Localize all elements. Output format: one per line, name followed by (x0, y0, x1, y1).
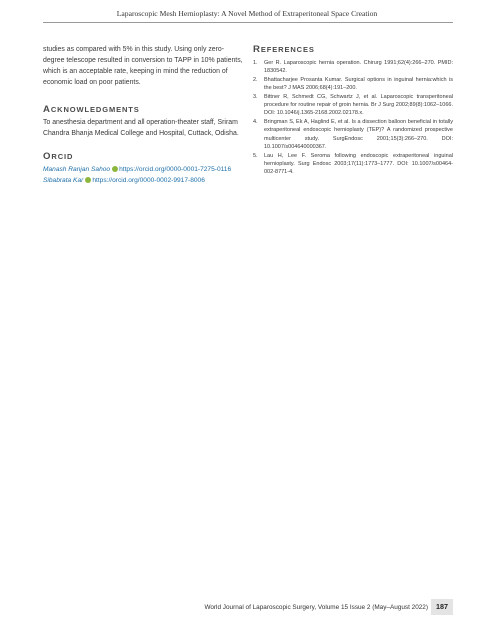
references-heading (253, 44, 453, 55)
heading-initial: R (253, 44, 261, 55)
orcid-heading (43, 151, 243, 162)
heading-initial: O (43, 151, 52, 162)
reference-item (253, 152, 453, 177)
journal-footer: World Journal of Laparoscopic Surgery, Volume 15 Issue 2 (May–August 2022) (204, 604, 428, 611)
reference-item (253, 76, 453, 92)
acknowledgments-heading (43, 104, 243, 115)
left-column (43, 44, 243, 186)
reference-list (253, 59, 453, 176)
author-name: Manash Ranjan Sahoo (43, 166, 111, 173)
orcid-link[interactable]: https://orcid.org/0000-0001-7275-0116 (119, 166, 232, 173)
reference-number: 3. (253, 94, 258, 100)
intro-paragraph: studies as compared with 5% in this study. Using only zero-degree telescope resulted in conversion to TAPP in 10% patients, which is an acceptable rate, keeping in mind the reduction of economic load on poor patients. (43, 46, 243, 86)
reference-text: Bhattacharjee Prosanta Kumar. Surgical options in inguinal hernia:which is the best? J MAS 2006;68(4):191–200. (264, 77, 453, 92)
reference-number: 5. (253, 152, 258, 159)
acknowledgments-text: To anesthesia department and all operation-theater staff, Sriram Chandra Bhanja Medical College and Hospital, Cuttack, Odisha. (43, 119, 239, 137)
heading-initial: A (43, 104, 51, 115)
orcid-entry (43, 175, 243, 186)
reference-text: Bittner R, Schmedt CG, Schwartz J, et al. Laparoscopic transperitoneal procedure for routine repair of groin hernia. Br J Surg 2002;89(8):1062–1066. DOI: 10.1046/j.1365-2168.2002.02178.x. (264, 94, 453, 117)
reference-item (253, 118, 453, 151)
right-column (253, 44, 453, 177)
heading-rest: EFERENCES (260, 45, 315, 54)
author-name: Sibabrata Kar (43, 177, 84, 184)
running-head: Laparoscopic Mesh Hernioplasty: A Novel Method of Extraperitoneal Space Creation (116, 9, 378, 18)
orcid-icon (112, 166, 118, 172)
reference-number: 4. (253, 119, 258, 126)
heading-rest: CKNOWLEDGMENTS (50, 105, 140, 114)
reference-item (253, 93, 453, 118)
orcid-entry (43, 164, 243, 175)
reference-number: 1. (253, 60, 258, 66)
reference-text: Ger R. Laparoscopic hernia operation. Chirurg 1991;62(4):266–270. PMID: 1830542. (264, 60, 453, 75)
page-number: 187 (431, 599, 453, 615)
reference-text: Bringman S, Ek A, Haglind E, et al. Is a dissection balloon beneficial in totally extraperitoneal endoscopic hernioplasty (TEP)? A randomized prospective multicenter study. SurgEndosc 2001;15(3):266–270. DOI: 10.1007/s004640000367. (264, 119, 453, 150)
orcid-icon (85, 177, 91, 183)
orcid-link[interactable]: https://orcid.org/0000-0002-9917-8006 (92, 177, 205, 184)
reference-item (253, 59, 453, 75)
reference-text: Lau H, Lee F. Seroma following endoscopic extraperitoneal inguinal hernioplasty. Surg Endosc 2003;17(11):1773–1777. DOI: 10.1007/s00464-002-8771-4. (264, 152, 453, 176)
reference-number: 2. (253, 77, 258, 83)
heading-rest: RCID (51, 152, 74, 161)
header-rule (43, 22, 453, 23)
